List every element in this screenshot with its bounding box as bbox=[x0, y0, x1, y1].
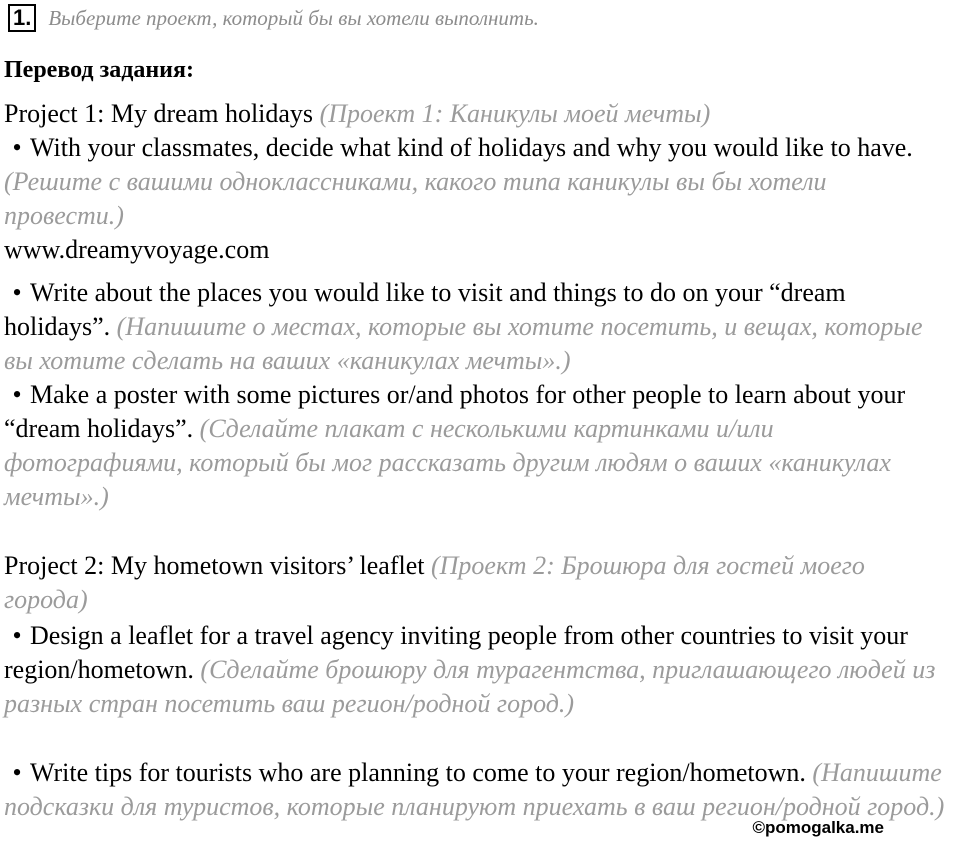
website-url: www.dreamyvoyage.com bbox=[4, 235, 270, 264]
project2-title-block bbox=[4, 549, 950, 617]
watermark: ©pomogalka.me bbox=[752, 818, 884, 837]
project2-bullet-1 bbox=[4, 619, 950, 721]
project1-bullet-2 bbox=[4, 276, 950, 378]
project1-bullet-1-translation: (Решите с вашими одноклассниками, какого типа каникулы вы бы хотели провести.) bbox=[4, 167, 827, 230]
bullet-marker: • bbox=[12, 380, 22, 409]
bullet-marker: • bbox=[12, 278, 22, 307]
project2-bullet-1-text: Design a leaflet for a travel agency inviting people from other countries to visit your region/hometown. bbox=[4, 621, 908, 684]
project1-bullet-3-text: Make a poster with some pictures or/and photos for other people to learn about your “dream holidays”. bbox=[4, 380, 906, 443]
project1-bullet-1 bbox=[4, 131, 950, 233]
task-number: 1. bbox=[8, 4, 36, 32]
project1-bullet-2-text: Write about the places you would like to visit and things to do on your “dream holidays”. bbox=[4, 278, 846, 341]
project2-bullet-2-translation: (Напишите подсказки для туристов, которые планируют приехать в ваш регион/родной город.) bbox=[4, 758, 945, 821]
project2-bullet-2-text: Write tips for tourists who are planning to come to your region/hometown. bbox=[30, 758, 806, 787]
project1-bullet-3 bbox=[4, 378, 950, 514]
bullet-marker: • bbox=[12, 758, 22, 787]
bullet-marker: • bbox=[12, 621, 22, 650]
project1-title: Project 1: My dream holidays bbox=[4, 99, 314, 128]
section-title: Перевод задания: bbox=[4, 57, 194, 83]
bullet-marker: • bbox=[12, 133, 22, 162]
project1-title-block bbox=[4, 97, 950, 131]
task-header bbox=[8, 4, 539, 32]
project1-bullet-1-text: With your classmates, decide what kind of holidays and why you would like to have. bbox=[30, 133, 913, 162]
project1-title-translation: (Проект 1: Каникулы моей мечты) bbox=[319, 99, 711, 128]
project2-bullet-1-translation: (Сделайте брошюру для турагентства, приглашающего людей из разных стран посетить ваш регион/родной город.) bbox=[4, 655, 936, 718]
task-instruction: Выберите проект, который бы вы хотели выполнить. bbox=[48, 6, 539, 30]
project1-bullet-3-translation: (Сделайте плакат с несколькими картинками и/или фотографиями, который бы мог рассказать другим людям о ваших «каникулах мечты».) bbox=[4, 414, 891, 511]
project1-bullet-2-translation: (Напишите о местах, которые вы хотите посетить, и вещах, которые вы хотите сделать на ваших «каникулах мечты».) bbox=[4, 312, 923, 375]
project2-title: Project 2: My hometown visitors’ leaflet bbox=[4, 551, 425, 580]
project2-title-translation: (Проект 2: Брошюра для гостей моего города) bbox=[4, 551, 865, 614]
project2-bullet-2 bbox=[4, 756, 950, 824]
